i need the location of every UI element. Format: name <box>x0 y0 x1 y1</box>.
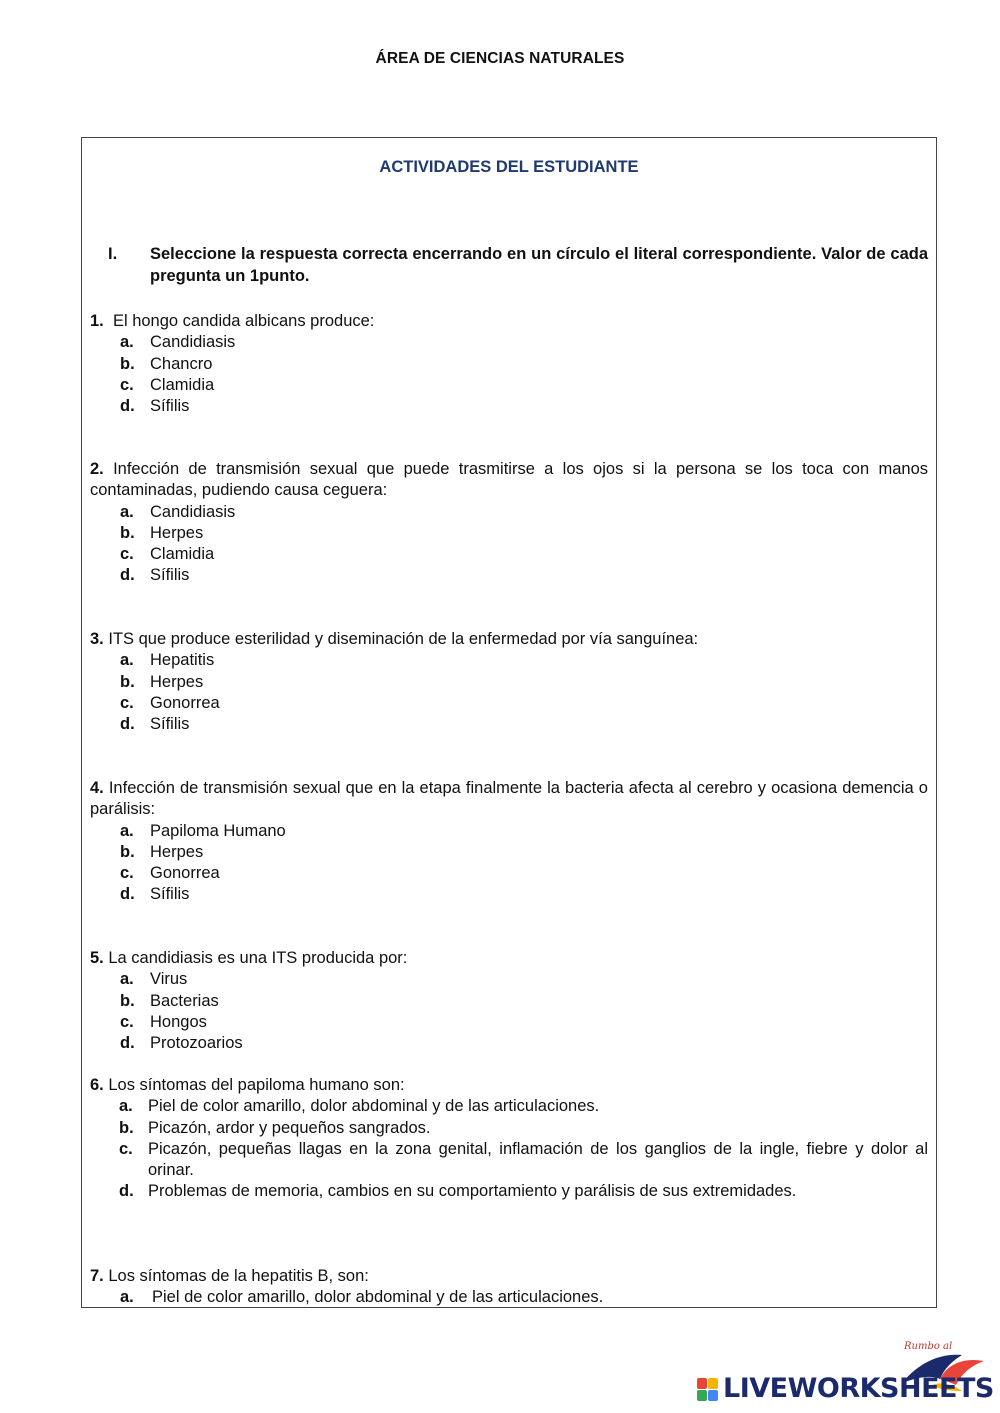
option-b[interactable] <box>90 354 928 375</box>
question-number: 2. <box>90 460 104 478</box>
question-stem <box>90 1075 928 1096</box>
option-list <box>90 1287 928 1308</box>
option-list <box>90 821 928 906</box>
option-letter: a. <box>120 333 134 352</box>
option-text: Herpes <box>150 523 204 542</box>
option-c[interactable] <box>90 863 928 884</box>
option-text: Hepatitis <box>150 651 215 670</box>
option-text: Gonorrea <box>150 864 220 883</box>
option-letter: b. <box>120 991 135 1010</box>
option-letter: b. <box>120 354 135 373</box>
question-2 <box>90 459 928 587</box>
option-letter: c. <box>120 545 134 564</box>
option-text: Gonorrea <box>150 693 220 712</box>
option-c[interactable] <box>90 1012 928 1033</box>
option-text: Hongos <box>150 1012 207 1031</box>
option-b[interactable] <box>90 842 928 863</box>
question-text: El hongo candida albicans produce: <box>112 312 375 330</box>
option-b[interactable] <box>90 1118 928 1139</box>
option-b[interactable] <box>90 672 928 693</box>
option-letter: b. <box>119 1118 134 1137</box>
question-4 <box>90 778 928 906</box>
question-stem <box>90 778 928 821</box>
option-d[interactable] <box>90 396 928 417</box>
option-text: Problemas de memoria, cambios en su comportamiento y parálisis de sus extremidades. <box>148 1182 797 1201</box>
option-letter: a. <box>119 1097 133 1116</box>
option-text: Picazón, ardor y pequeños sangrados. <box>148 1118 431 1137</box>
question-3 <box>90 629 928 735</box>
option-text: Virus <box>150 970 188 989</box>
option-text: Candidiasis <box>150 333 236 352</box>
option-text: Clamidia <box>150 375 215 394</box>
option-c[interactable] <box>90 693 928 714</box>
option-letter: c. <box>120 1012 134 1031</box>
option-letter: d. <box>119 1182 134 1201</box>
activities-title: ACTIVIDADES DEL ESTUDIANTE <box>379 158 639 176</box>
option-list <box>90 502 928 587</box>
option-letter: d. <box>120 566 135 585</box>
option-letter: d. <box>120 397 135 416</box>
option-letter: b. <box>120 523 135 542</box>
option-letter: c. <box>119 1139 133 1158</box>
option-letter: a. <box>120 821 134 840</box>
question-stem <box>90 459 928 502</box>
option-letter: d. <box>120 885 135 904</box>
option-a[interactable] <box>90 332 928 353</box>
option-a[interactable] <box>90 821 928 842</box>
option-text: Bacterias <box>150 991 219 1010</box>
question-text: Infección de transmisión sexual que en la etapa finalmente la bacteria afecta al cerebro y ocasiona demencia o parálisis: <box>90 779 928 819</box>
option-text: Chancro <box>150 354 213 373</box>
question-text: Los síntomas del papiloma humano son: <box>108 1076 405 1094</box>
option-letter: d. <box>120 1034 135 1053</box>
option-letter: a. <box>120 651 134 670</box>
option-text: Sífilis <box>150 397 190 416</box>
option-list <box>90 969 928 1054</box>
option-b[interactable] <box>90 523 928 544</box>
question-7 <box>90 1266 928 1309</box>
question-number: 5. <box>90 949 104 967</box>
question-stem <box>90 948 928 969</box>
option-text: Clamidia <box>150 545 215 564</box>
option-letter: c. <box>120 693 134 712</box>
option-text: Papiloma Humano <box>150 821 286 840</box>
option-a[interactable] <box>90 1287 928 1308</box>
option-a[interactable] <box>90 502 928 523</box>
question-number: 3. <box>90 630 104 648</box>
option-d[interactable] <box>90 714 928 735</box>
option-text: Sífilis <box>150 885 190 904</box>
liveworksheets-logo[interactable] <box>697 1333 1000 1413</box>
instructions-text: Seleccione la respuesta correcta encerrando en un círculo el literal correspondiente. Valor de cada pregunta un 1punto. <box>150 245 928 285</box>
option-letter: c. <box>120 864 134 883</box>
option-c[interactable] <box>90 375 928 396</box>
option-list <box>90 332 928 417</box>
option-text: Protozoarios <box>150 1034 243 1053</box>
emblem-script: Rumbo al <box>904 1341 953 1352</box>
option-c[interactable] <box>90 1139 928 1182</box>
option-d[interactable] <box>90 1033 928 1054</box>
option-d[interactable] <box>90 565 928 586</box>
option-text: Herpes <box>150 672 204 691</box>
option-text: Piel de color amarillo, dolor abdominal y de las articulaciones. <box>148 1097 600 1116</box>
option-d[interactable] <box>90 884 928 905</box>
option-text: Herpes <box>150 842 204 861</box>
option-d[interactable] <box>90 1181 928 1202</box>
question-number: 6. <box>90 1076 104 1094</box>
question-6 <box>90 1075 928 1203</box>
option-text: Piel de color amarillo, dolor abdominal y de las articulaciones. <box>152 1288 604 1307</box>
question-stem <box>90 311 928 332</box>
option-a[interactable] <box>90 1096 928 1117</box>
question-number: 1. <box>90 312 104 330</box>
question-5 <box>90 948 928 1054</box>
question-1 <box>90 311 928 417</box>
option-letter: a. <box>120 502 134 521</box>
option-b[interactable] <box>90 991 928 1012</box>
option-text: Candidiasis <box>150 502 236 521</box>
option-text: Sífilis <box>150 566 190 585</box>
option-text: Picazón, pequeñas llagas en la zona genital, inflamación de los ganglios de la ingle, fiebre y dolor al orinar. <box>148 1139 928 1180</box>
question-text: Los síntomas de la hepatitis B, son: <box>108 1267 369 1285</box>
question-text: ITS que produce esterilidad y diseminación de la enfermedad por vía sanguínea: <box>108 630 699 648</box>
question-text: Infección de transmisión sexual que puede trasmitirse a los ojos si la persona se los toca con manos contaminadas, pudiendo causa ceguera: <box>90 460 928 500</box>
option-c[interactable] <box>90 544 928 565</box>
option-letter: c. <box>120 375 134 394</box>
question-stem <box>90 1266 928 1287</box>
question-number: 4. <box>90 779 104 797</box>
option-list <box>90 1096 928 1202</box>
option-text: Sífilis <box>150 715 190 734</box>
option-a[interactable] <box>90 650 928 671</box>
option-letter: a. <box>120 970 134 989</box>
option-a[interactable] <box>90 969 928 990</box>
area-title: ÁREA DE CIENCIAS NATURALES <box>375 50 625 67</box>
instructions-numeral: I. <box>108 245 118 263</box>
liveworksheets-badge-icon <box>697 1378 719 1402</box>
option-letter: a. <box>120 1288 134 1307</box>
question-number: 7. <box>90 1267 104 1285</box>
instructions <box>108 243 928 287</box>
option-list <box>90 650 928 735</box>
option-letter: b. <box>120 672 135 691</box>
logo-text: LIVEWORKSHEETS <box>723 1373 994 1404</box>
option-letter: d. <box>120 715 135 734</box>
question-stem <box>90 629 928 650</box>
option-letter: b. <box>120 842 135 861</box>
question-text: La candidiasis es una ITS producida por: <box>108 949 408 967</box>
